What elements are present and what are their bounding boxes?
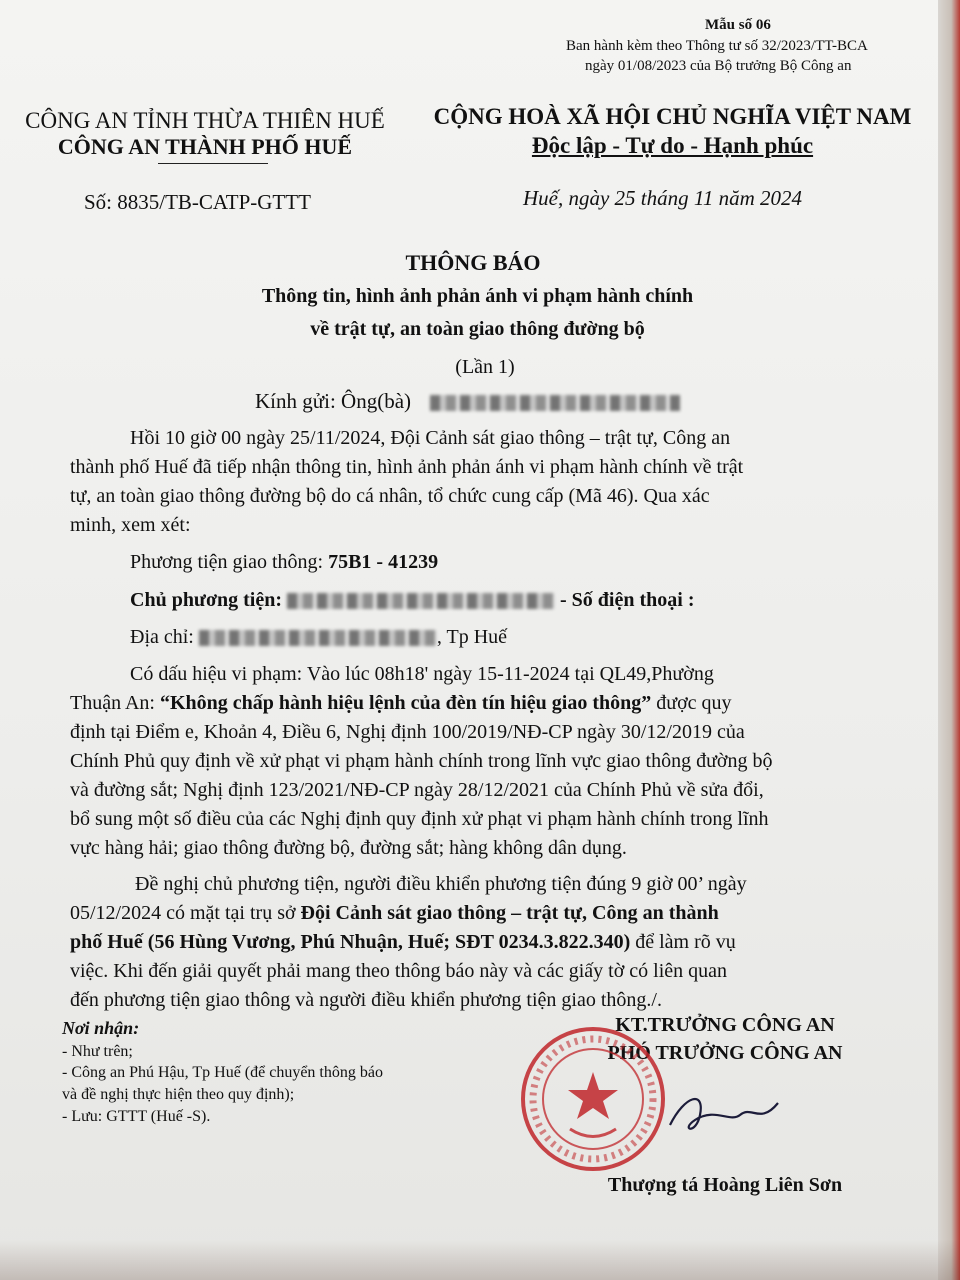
form-reference-2: ngày 01/08/2023 của Bộ trưởng Bộ Công an (585, 58, 852, 74)
document-number: Số: 8835/TB-CATP-GTTT (84, 190, 311, 214)
place-date: Huế, ngày 25 tháng 11 năm 2024 (523, 186, 802, 210)
request-continue: để làm rõ vụ (630, 931, 736, 953)
request-line-2 (70, 902, 719, 925)
redacted-recipient-name (430, 395, 680, 411)
national-motto: Độc lập - Tự do - Hạnh phúc (531, 133, 814, 158)
phone-label: - Số điện thoại : (560, 589, 695, 611)
violation-line-1: Có dấu hiệu vi phạm: Vào lúc 08h18' ngày 15-11-2024 tại QL49,Phường (130, 663, 714, 685)
vehicle-plate: 75B1 - 41239 (328, 551, 439, 573)
p1-line-1: Hồi 10 giờ 00 ngày 25/11/2024, Đội Cảnh sát giao thông – trật tự, Công an (130, 427, 731, 449)
redacted-owner-name (287, 593, 555, 609)
signer-title-2: PHÓ TRƯỞNG CÔNG AN (607, 1042, 843, 1064)
p1-line-4: minh, xem xét: (70, 514, 191, 536)
recipient-label: Kính gửi: Ông(bà) (255, 389, 412, 413)
address-line (130, 626, 507, 649)
handwritten-signature (660, 1085, 790, 1145)
agency-name: CÔNG AN THÀNH PHỐ HUẾ (57, 134, 353, 159)
signer-title-1: KT.TRƯỞNG CÔNG AN (615, 1014, 835, 1036)
recipient-line (255, 389, 680, 414)
nation-name: CỘNG HOÀ XÃ HỘI CHỦ NGHĨA VIỆT NAM (433, 104, 912, 129)
signer-name: Thượng tá Hoàng Liên Sơn (607, 1174, 843, 1196)
violation-line-4: Chính Phủ quy định về xử phạt vi phạm hành chính trong lĩnh vực giao thông đường bộ (70, 750, 773, 772)
request-line-5: đến phương tiện giao thông và người điều khiển phương tiện giao thông./. (70, 989, 662, 1011)
recipient-item-3: - Lưu: GTTT (Huế -S). (62, 1108, 211, 1125)
recipient-item-2: - Công an Phú Hậu, Tp Huế (để chuyển thông báo (62, 1064, 383, 1081)
redacted-address (199, 630, 437, 646)
document-title: THÔNG BÁO (405, 250, 541, 275)
violation-line-6: bổ sung một số điều của các Nghị định quy định xử phạt vi phạm hành chính trong lĩnh (70, 808, 769, 830)
p1-line-2: thành phố Huế đã tiếp nhận thông tin, hình ảnh phản ánh vi phạm hành chính về trật (70, 456, 744, 478)
notice-round: (Lần 1) (455, 356, 515, 378)
violation-line-3: định tại Điểm e, Khoản 4, Điều 6, Nghị định 100/2019/NĐ-CP ngày 30/12/2019 của (70, 721, 745, 743)
request-line-3 (70, 931, 736, 954)
request-line-4: việc. Khi đến giải quyết phải mang theo thông báo này và các giấy tờ có liên quan (70, 960, 728, 982)
paper-edge (938, 0, 960, 1280)
request-office: Đội Cảnh sát giao thông – trật tự, Công an thành (300, 902, 719, 924)
title-line-2: về trật tự, an toàn giao thông đường bộ (310, 318, 645, 340)
request-date: 05/12/2024 có mặt tại trụ sở (70, 902, 301, 924)
violation-continue: được quy (651, 692, 732, 714)
violation-place: Thuận An: (70, 692, 160, 714)
form-number: Mẫu số 06 (705, 17, 771, 33)
vehicle-label: Phương tiện giao thông: (130, 551, 329, 573)
recipient-item-1: - Như trên; (62, 1043, 133, 1060)
owner-label: Chủ phương tiện: (130, 589, 288, 611)
violation-description: “Không chấp hành hiệu lệnh của đèn tín hiệu giao thông” (160, 692, 652, 714)
agency-parent: CÔNG AN TỈNH THỪA THIÊN HUẾ (25, 108, 385, 133)
owner-line (130, 589, 694, 612)
address-tail: , Tp Huế (436, 626, 508, 648)
violation-line-5: và đường sắt; Nghị định 123/2021/NĐ-CP ngày 28/12/2021 của Chính Phủ về sửa đổi, (70, 779, 764, 801)
violation-line-7: vực hàng hải; giao thông đường bộ, đường sắt; hàng không dân dụng. (70, 837, 627, 859)
recipient-item-2b: và đề nghị thực hiện theo quy định); (62, 1086, 295, 1103)
p1-line-3: tự, an toàn giao thông đường bộ do cá nhân, tổ chức cung cấp (Mã 46). Qua xác (70, 485, 710, 507)
violation-line-2 (70, 692, 732, 715)
form-reference-1: Ban hành kèm theo Thông tư số 32/2023/TT-BCA (566, 38, 868, 54)
recipients-title: Nơi nhận: (62, 1018, 140, 1038)
request-line-1: Đề nghị chủ phương tiện, người điều khiển phương tiện đúng 9 giờ 00’ ngày (135, 873, 747, 895)
official-seal (518, 1024, 668, 1174)
address-label: Địa chỉ: (130, 626, 194, 648)
office-address: phố Huế (56 Hùng Vương, Phú Nhuận, Huế; SĐT 0234.3.822.340) (70, 931, 631, 953)
photo-shadow (0, 1240, 960, 1280)
agency-underline (158, 163, 268, 164)
vehicle-line (130, 551, 438, 574)
title-line-1: Thông tin, hình ảnh phản ánh vi phạm hành chính (261, 285, 694, 307)
